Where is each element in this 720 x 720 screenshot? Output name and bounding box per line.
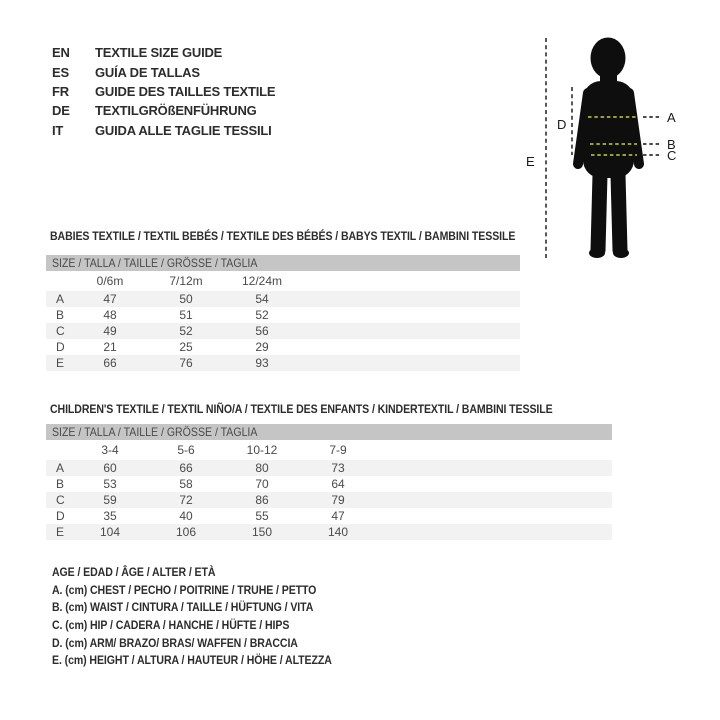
cell-value: 52 <box>179 324 193 338</box>
cell-value: 56 <box>255 324 269 338</box>
cell-value: 72 <box>179 493 193 507</box>
legend-height: E. (cm) HEIGHT / ALTURA / HAUTEUR / HÖHE / ALTEZZA <box>52 653 332 668</box>
row-label: B <box>56 477 65 491</box>
table-row <box>46 339 520 355</box>
lang-row-fr <box>52 82 275 101</box>
label-arm: D <box>557 117 567 132</box>
cell-value: 79 <box>331 493 345 507</box>
row-label: D <box>56 509 65 523</box>
cell-value: 150 <box>251 525 273 539</box>
cell-value: 86 <box>255 493 269 507</box>
lang-title: GUÍA DE TALLAS <box>95 64 200 80</box>
row-label: D <box>56 340 65 354</box>
legend-arm: D. (cm) ARM/ BRAZO/ BRAS/ WAFFEN / BRACCIA <box>52 635 298 650</box>
row-label: C <box>56 493 65 507</box>
legend-chest: A. (cm) CHEST / PECHO / POITRINE / TRUHE / PETTO <box>52 582 317 597</box>
table-row <box>46 524 612 540</box>
legend-hip: C. (cm) HIP / CADERA / HANCHE / HÜFTE / HIPS <box>52 618 290 633</box>
cell-value: 104 <box>99 525 121 539</box>
row-label: A <box>56 461 65 475</box>
cell-value: 66 <box>179 461 193 475</box>
label-height: E <box>526 154 535 169</box>
lang-code: EN <box>52 45 70 61</box>
cell-value: 47 <box>103 292 117 306</box>
cell-value: 60 <box>103 461 117 475</box>
column-header: 12/24m <box>241 274 283 288</box>
cell-value: 51 <box>179 308 193 322</box>
cell-value: 70 <box>255 477 269 491</box>
table-row <box>46 460 612 476</box>
row-label: B <box>56 308 65 322</box>
row-label: A <box>56 292 65 306</box>
cell-value: 35 <box>103 509 117 523</box>
cell-value: 50 <box>179 292 193 306</box>
children-size-table <box>46 424 612 540</box>
lang-title: TEXTILGRÖßENFÜHRUNG <box>95 103 257 119</box>
cell-value: 25 <box>179 340 193 354</box>
cell-value: 58 <box>179 477 193 491</box>
children-size-header: SIZE / TALLA / TAILLE / GRÖSSE / TAGLIA <box>46 424 612 440</box>
table-row <box>46 323 520 339</box>
legend-age: AGE / EDAD / ÂGE / ALTER / ETÀ <box>52 565 216 579</box>
cell-value: 76 <box>179 356 193 370</box>
babies-size-table <box>46 255 520 371</box>
lang-code: DE <box>52 103 70 119</box>
table-row <box>46 508 612 524</box>
cell-value: 59 <box>103 493 117 507</box>
column-header: 7/12m <box>169 274 203 288</box>
cell-value: 64 <box>331 477 345 491</box>
language-list <box>52 43 275 140</box>
children-column-headers <box>46 440 612 460</box>
label-hip: C <box>667 148 677 163</box>
label-chest: A <box>667 110 676 125</box>
lang-title: TEXTILE SIZE GUIDE <box>95 45 223 61</box>
cell-value: 29 <box>255 340 269 354</box>
table-row <box>46 476 612 492</box>
lang-row-it <box>52 121 275 140</box>
cell-value: 40 <box>179 509 193 523</box>
column-header: 5-6 <box>177 443 195 457</box>
cell-value: 66 <box>103 356 117 370</box>
column-header: 7-9 <box>329 443 347 457</box>
cell-value: 73 <box>331 461 345 475</box>
cell-value: 48 <box>103 308 117 322</box>
cell-value: 52 <box>255 308 269 322</box>
cell-value: 55 <box>255 509 269 523</box>
column-header: 10-12 <box>246 443 278 457</box>
row-label: E <box>56 525 65 539</box>
table-row <box>46 291 520 307</box>
cell-value: 47 <box>331 509 345 523</box>
lang-title: GUIDA ALLE TAGLIE TESSILI <box>95 122 272 138</box>
column-header: 0/6m <box>96 274 124 288</box>
cell-value: 21 <box>103 340 117 354</box>
cell-value: 49 <box>103 324 117 338</box>
lang-row-en <box>52 43 275 62</box>
cell-value: 93 <box>255 356 269 370</box>
table-row <box>46 307 520 323</box>
label-waist: B <box>667 137 676 152</box>
children-section-title: CHILDREN'S TEXTILE / TEXTIL NIÑO/A / TEXTILE DES ENFANTS / KINDERTEXTIL / BAMBINI TESSILE <box>50 402 553 416</box>
cell-value: 140 <box>327 525 349 539</box>
babies-column-headers <box>46 271 520 291</box>
cell-value: 106 <box>175 525 197 539</box>
lang-code: FR <box>52 83 69 99</box>
lang-code: ES <box>52 64 69 80</box>
babies-size-header: SIZE / TALLA / TAILLE / GRÖSSE / TAGLIA <box>46 255 520 271</box>
lang-row-de <box>52 101 275 120</box>
cell-value: 53 <box>103 477 117 491</box>
column-header: 3-4 <box>101 443 119 457</box>
row-label: C <box>56 324 65 338</box>
legend-waist: B. (cm) WAIST / CINTURA / TAILLE / HÜFTUNG / VITA <box>52 600 314 615</box>
lang-code: IT <box>52 122 64 138</box>
lang-title: GUIDE DES TAILLES TEXTILE <box>95 83 276 99</box>
babies-section-title: BABIES TEXTILE / TEXTIL BEBÉS / TEXTILE DES BÉBÉS / BABYS TEXTIL / BAMBINI TESSILE <box>50 229 516 243</box>
cell-value: 54 <box>255 292 269 306</box>
table-row <box>46 355 520 371</box>
table-row <box>46 492 612 508</box>
measurement-legend <box>52 564 370 670</box>
row-label: E <box>56 356 65 370</box>
lang-row-es <box>52 62 275 81</box>
cell-value: 80 <box>255 461 269 475</box>
